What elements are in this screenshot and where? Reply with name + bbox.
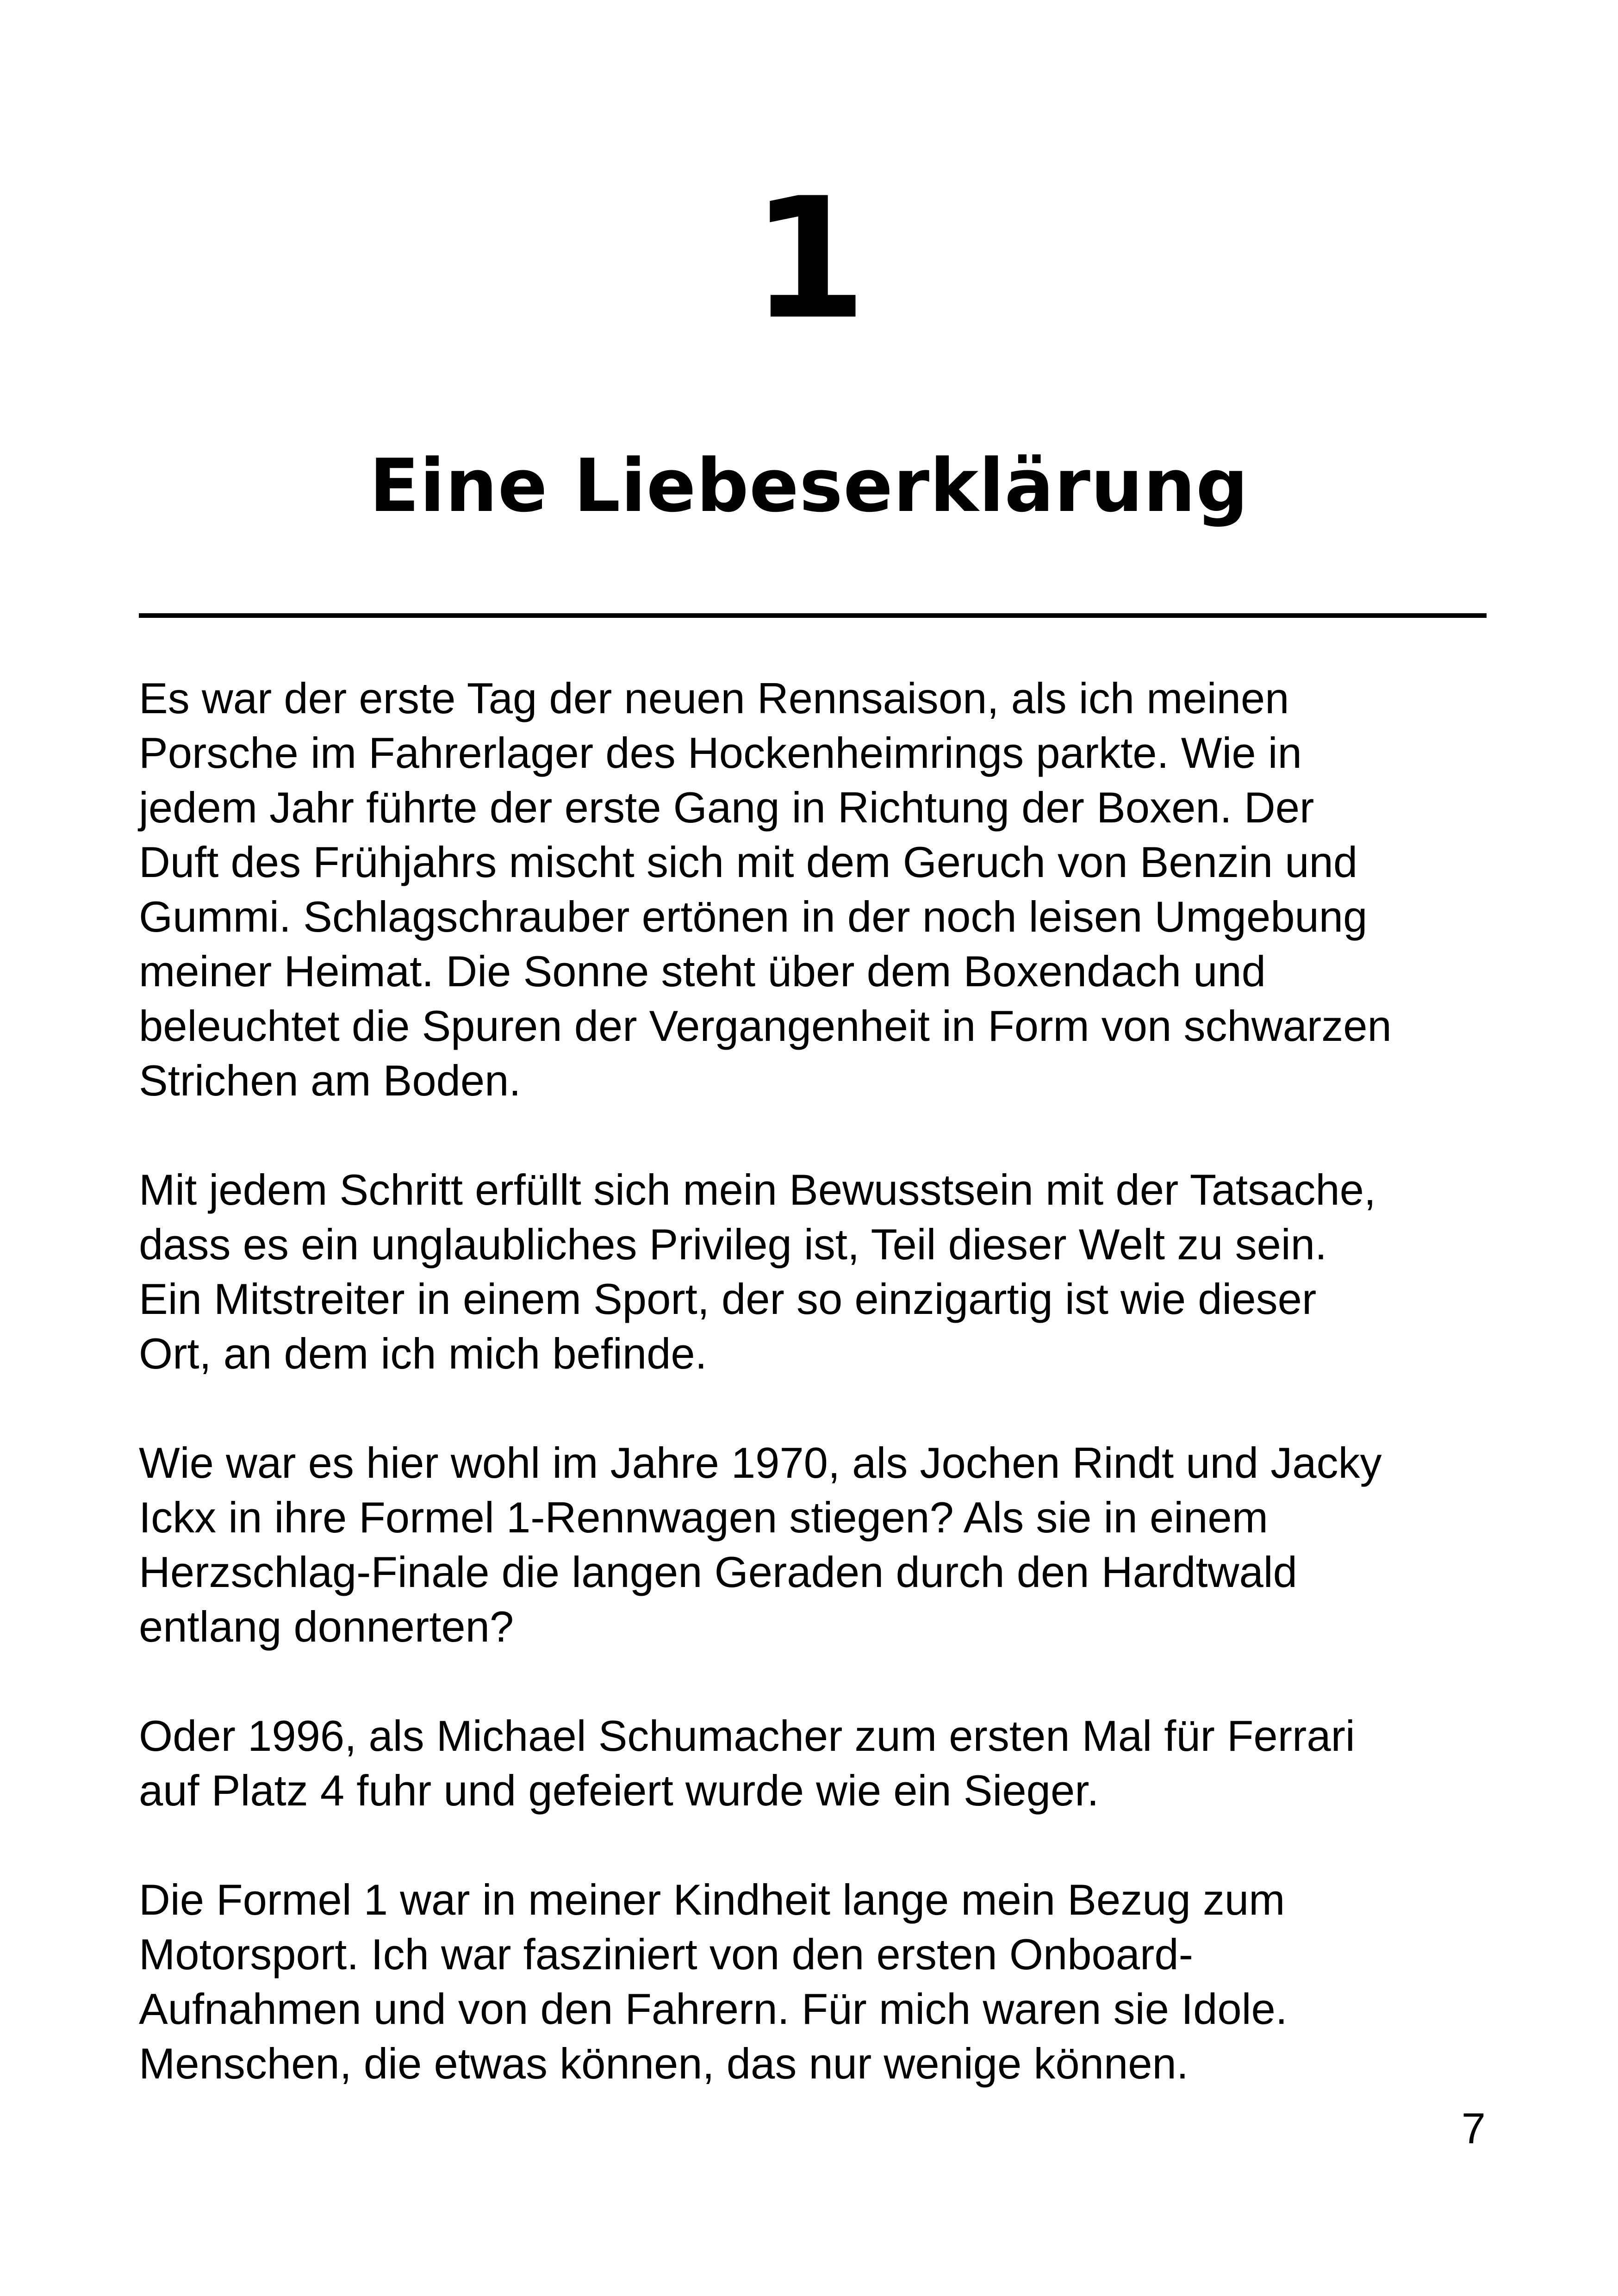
text-line: auf Platz 4 fuhr und gefeiert wurde wie ein Sieger. bbox=[139, 1766, 1099, 1815]
text-line: Gummi. Schlagschrauber ertönen in der noch leisen Umgebung bbox=[139, 892, 1368, 941]
text-line: meiner Heimat. Die Sonne steht über dem Boxendach und bbox=[139, 947, 1266, 996]
text-line: Ort, an dem ich mich befinde. bbox=[139, 1329, 707, 1378]
paragraph-5 bbox=[139, 1873, 1509, 2091]
paragraph-1 bbox=[139, 671, 1509, 1108]
chapter-title: Eine Liebeserklärung bbox=[369, 443, 1249, 529]
text-line: Motorsport. Ich war fasziniert von den ersten Onboard- bbox=[139, 1930, 1193, 1979]
text-line: Aufnahmen und von den Fahrern. Für mich waren sie Idole. bbox=[139, 1985, 1288, 2033]
text-line: Ickx in ihre Formel 1-Rennwagen stiegen? Als sie in einem bbox=[139, 1493, 1268, 1542]
text-line: Oder 1996, als Michael Schumacher zum ersten Mal für Ferrari bbox=[139, 1711, 1355, 1760]
page-number: 7 bbox=[1461, 2104, 1486, 2153]
text-line: beleuchtet die Spuren der Vergangenheit in Form von schwarzen bbox=[139, 1002, 1392, 1050]
text-line: Menschen, die etwas können, das nur wenige können. bbox=[139, 2039, 1189, 2088]
text-line: jedem Jahr führte der erste Gang in Richtung der Boxen. Der bbox=[139, 783, 1314, 832]
text-line: Mit jedem Schritt erfüllt sich mein Bewusstsein mit der Tatsache, bbox=[139, 1165, 1376, 1214]
text-line: Die Formel 1 war in meiner Kindheit lange mein Bezug zum bbox=[139, 1875, 1285, 1924]
paragraph-2 bbox=[139, 1163, 1509, 1381]
text-line: entlang donnerten? bbox=[139, 1602, 514, 1651]
paragraph-3 bbox=[139, 1436, 1509, 1654]
chapter-number: 1 bbox=[751, 162, 867, 356]
text-line: Wie war es hier wohl im Jahre 1970, als Jochen Rindt und Jacky bbox=[139, 1438, 1382, 1487]
text-line: Duft des Frühjahrs mischt sich mit dem Geruch von Benzin und bbox=[139, 838, 1358, 886]
paragraph-4 bbox=[139, 1709, 1509, 1818]
text-line: Strichen am Boden. bbox=[139, 1056, 521, 1105]
chapter-body bbox=[139, 671, 1509, 2146]
text-line: Porsche im Fahrerlager des Hockenheimrings parkte. Wie in bbox=[139, 728, 1302, 777]
text-line: Es war der erste Tag der neuen Rennsaison, als ich meinen bbox=[139, 674, 1289, 722]
text-line: Ein Mitstreiter in einem Sport, der so einzigartig ist wie dieser bbox=[139, 1275, 1317, 1323]
text-line: Herzschlag-Finale die langen Geraden durch den Hardtwald bbox=[139, 1548, 1297, 1596]
title-divider bbox=[139, 613, 1487, 618]
text-line: dass es ein unglaubliches Privileg ist, Teil dieser Welt zu sein. bbox=[139, 1220, 1327, 1269]
